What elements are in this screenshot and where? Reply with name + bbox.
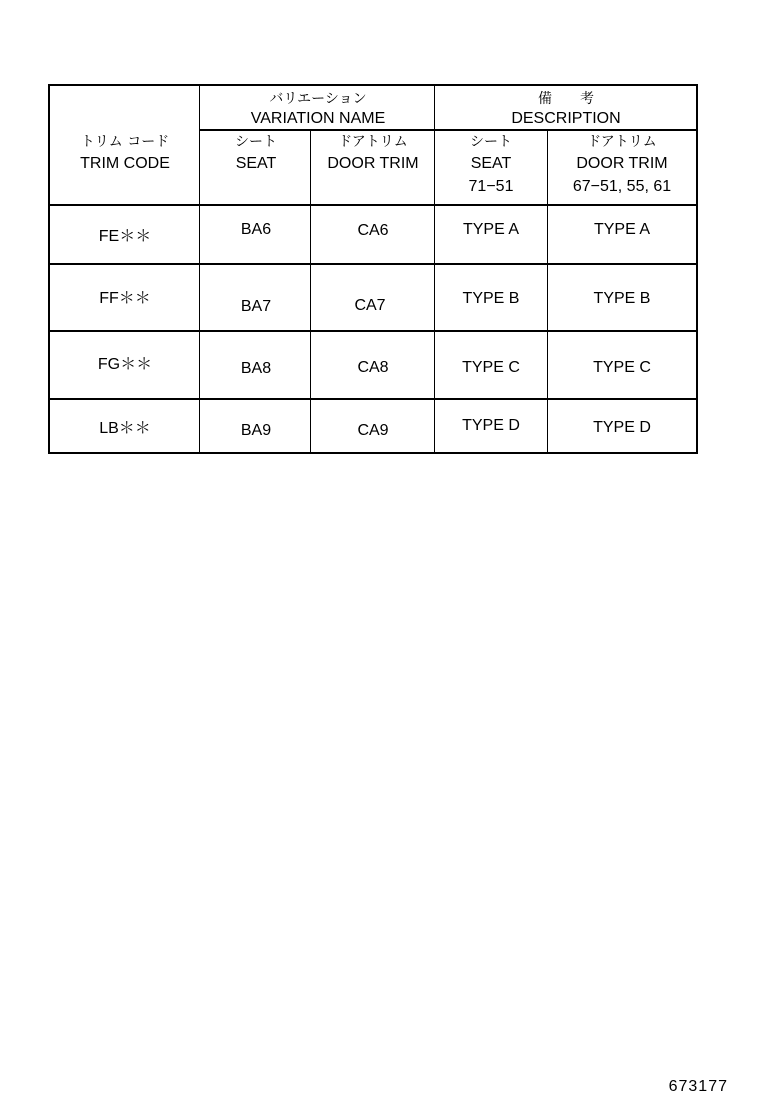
- desc-seat-ref: 71−51: [468, 178, 514, 195]
- col-divider: [434, 84, 435, 454]
- seat-code: BA8: [240, 360, 272, 377]
- door-trim-code: CA6: [357, 222, 389, 239]
- description-header: DESCRIPTION: [511, 110, 621, 127]
- col-divider: [310, 130, 311, 454]
- table-border-top: [48, 84, 698, 86]
- door-trim-code: CA9: [357, 422, 389, 439]
- header-divider: [48, 204, 698, 206]
- col-divider: [547, 130, 548, 454]
- seat-type: TYPE B: [462, 290, 520, 307]
- door-trim-jp: ドアトリム: [338, 134, 408, 150]
- seat-type: TYPE C: [462, 359, 520, 376]
- desc-seat-jp: シート: [470, 134, 512, 150]
- desc-door-jp: ドアトリム: [587, 134, 657, 150]
- trim-code: FG＊＊: [97, 356, 153, 373]
- door-trim-code: CA8: [357, 359, 389, 376]
- row-divider: [48, 263, 698, 265]
- desc-door-ref: 67−51, 55, 61: [572, 178, 672, 195]
- door-type: TYPE D: [593, 419, 651, 436]
- variation-header: VARIATION NAME: [250, 110, 386, 127]
- seat-type: TYPE D: [462, 417, 520, 434]
- seat-type: TYPE A: [462, 221, 520, 238]
- desc-door-header: DOOR TRIM: [576, 155, 668, 172]
- door-trim-code: CA7: [354, 297, 386, 314]
- seat-code: BA9: [240, 422, 272, 439]
- seat-jp: シート: [235, 134, 277, 150]
- seat-code: BA6: [240, 221, 272, 238]
- door-type: TYPE A: [593, 221, 651, 238]
- door-type: TYPE C: [593, 359, 651, 376]
- door-type: TYPE B: [593, 290, 651, 307]
- row-divider: [48, 398, 698, 400]
- seat-header: SEAT: [235, 155, 277, 172]
- trim-code: FF＊＊: [99, 290, 151, 307]
- door-trim-header: DOOR TRIM: [327, 155, 419, 172]
- desc-seat-header: SEAT: [470, 155, 512, 172]
- trim-code: LB＊＊: [99, 420, 151, 437]
- trim-code-jp: トリム コード: [80, 134, 170, 150]
- trim-code: FE＊＊: [98, 228, 152, 245]
- trim-code-header: TRIM CODE: [80, 155, 170, 172]
- variation-jp: バリエーション: [269, 91, 367, 107]
- seat-code: BA7: [240, 298, 272, 315]
- col-divider: [199, 84, 200, 454]
- header-group-divider: [200, 129, 697, 131]
- description-jp: 備 考: [538, 91, 594, 107]
- row-divider: [48, 330, 698, 332]
- figure-number: 673177: [668, 1078, 728, 1095]
- table-border-bottom: [48, 452, 698, 454]
